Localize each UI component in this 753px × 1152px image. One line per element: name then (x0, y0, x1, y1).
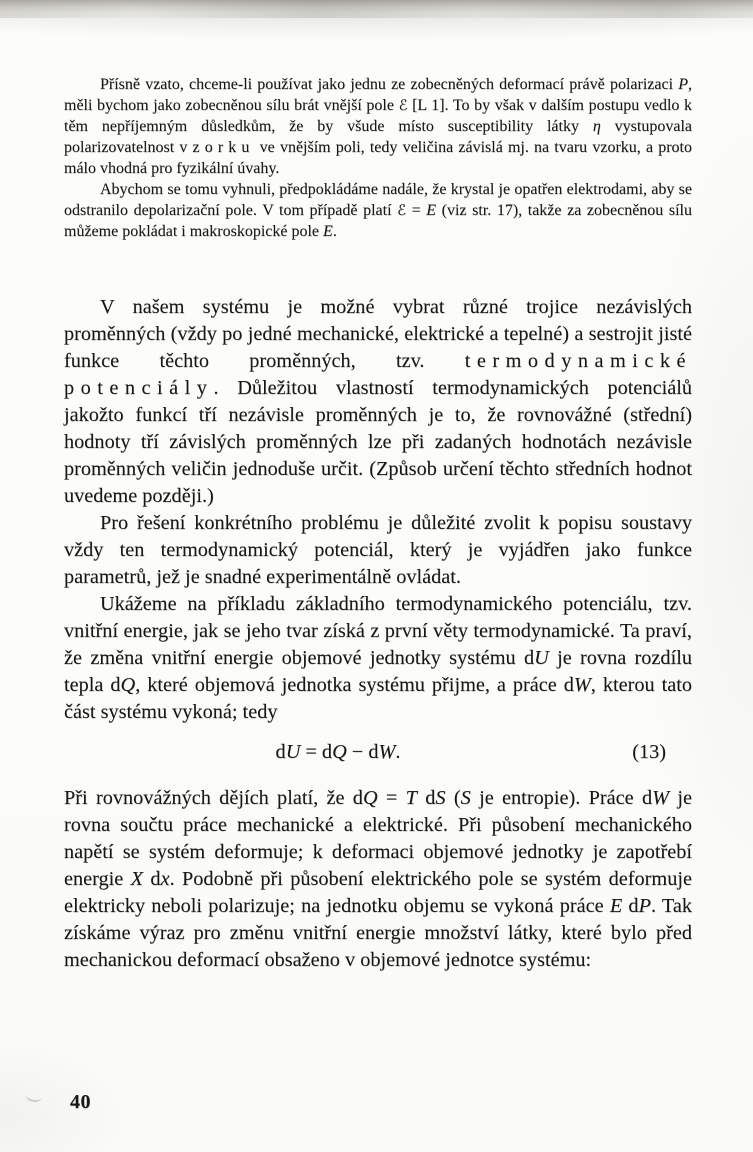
text-segment: U (534, 647, 549, 669)
paragraph-body-4 (64, 785, 692, 974)
text-segment: E (426, 202, 437, 219)
text-segment: Q (332, 741, 347, 763)
text-segment: . (395, 741, 401, 763)
equation-number: (13) (632, 741, 666, 763)
text-segment: Abychom se tomu vyhnuli, předpokládáme nadále, že krystal je opatřen elektrodami, aby se odstranilo depolarizační pole. V tom případě platí (64, 181, 692, 219)
text-segment: Ukážeme na příkladu základního termodynamického potenciálu, tzv. vnitřní energie, jak se jeho tvar získá z první věty termodynamické. Ta praví, že změna vnitřní energie objemové jednotky systému d (64, 593, 692, 669)
text-segment: . (332, 223, 337, 240)
paragraph-body-2 (64, 510, 692, 591)
text-segment: U (285, 741, 301, 763)
scan-smudge (25, 1089, 43, 1104)
text-segment: ℰ (397, 202, 407, 219)
text-segment: termodynamické potenciály (64, 350, 692, 399)
text-segment: d (275, 741, 286, 763)
equation-body (64, 739, 692, 766)
text-segment: Pro řešení konkrétního problému je důležité zvolit k popisu soustavy vždy ten termodynamický potenciál, který je vyjádřen jako funkce parametrů, jež je snadné experimentálně ovládat. (64, 512, 692, 588)
paragraph-intro-1 (64, 74, 692, 179)
text-segment: d (143, 868, 161, 890)
text-segment: S (460, 787, 471, 809)
text-segment: E (323, 223, 333, 240)
text-segment: vzorku (179, 139, 255, 156)
text-segment: x (160, 868, 170, 890)
text-segment: , kterou tato část systému vykoná; tedy (64, 674, 693, 723)
text-segment: = d (300, 741, 333, 763)
text-segment: vystupovala polarizovatelnost (64, 118, 692, 156)
text-segment: d (622, 895, 639, 917)
text-segment: W (573, 674, 591, 696)
paragraph-body-1 (64, 294, 692, 510)
text-segment: V našem systému je možné vybrat různé trojice nezávislých proměnných (vždy po jedné mechanické, elektrické a tepelné) a sestrojit jisté funkce těchto proměnných, tzv. (64, 296, 692, 372)
text-segment: E (609, 895, 623, 917)
text-column (64, 74, 692, 974)
text-segment: P (638, 895, 651, 917)
text-segment: [L 1]. To by však v dalším postupu vedlo k těm nepříjemným důsledkům, že by všude místo susceptibility látky (64, 97, 692, 135)
text-segment: T (405, 787, 417, 809)
text-segment: ℰ (398, 97, 408, 114)
text-segment: − d (346, 741, 379, 763)
paragraph-intro-2 (64, 179, 692, 242)
text-segment: . Podobně při působení elektrického pole se systém deformuje elektricky neboli polarizuje; na jednotku objemu se vykoná práce (64, 868, 692, 917)
text-segment: X (130, 868, 144, 890)
text-segment: Přísně vzato, chceme-li používat jako jednu ze zobecněných deformací právě polarizaci (100, 76, 679, 93)
text-segment: P (678, 76, 688, 93)
text-segment: W (378, 741, 396, 763)
text-segment: Q (362, 787, 378, 809)
text-segment: ve vnějším poli, tedy veličina závislá mj. na tvaru vzorku, a proto málo vhodná pro fyzikální úvahy. (64, 139, 693, 177)
text-segment: je entropie). Práce d (470, 787, 653, 809)
text-segment: , které objemová jednotka systému přijme, a práce d (135, 674, 574, 696)
text-segment: (viz str. 17), takže za zobecněnou sílu můžeme pokládat i makroskopické pole (64, 202, 693, 240)
text-segment: = (377, 787, 406, 809)
text-segment: d (416, 787, 436, 809)
text-segment: η (592, 118, 601, 135)
text-segment: . Tak získáme výraz pro změnu vnitřní energie množství látky, které bylo před mechanickou deformací obsaženo v objemové jednotce systému: (64, 895, 692, 971)
text-segment: W (652, 787, 670, 809)
text-segment: Q (120, 674, 136, 696)
page-number: 40 (70, 1091, 91, 1113)
text-segment: je rovna součtu práce mechanické a elektrické. Při působení mechanického napětí se systém deformuje; k deformaci objemové jednotky je zapotřebí energie (64, 787, 692, 890)
text-segment: . Důležitou vlastností termodynamických potenciálů jakožto funkcí tří nezávisle proměnných je to, že rovnovážné (střední) hodnoty tří závislých proměnných lze při zadaných hodnotách nezávisle proměnných veličin jednoduše určit. (Způsob určení těchto středních hodnot uvedeme později.) (64, 377, 692, 507)
text-segment: ( (445, 787, 461, 809)
text-segment: , měli bychom jako zobecněnou sílu brát vnější pole (64, 76, 692, 114)
text-segment: = (406, 202, 427, 219)
text-segment: S (435, 787, 446, 809)
equation-13 (64, 739, 692, 766)
paragraph-body-3 (64, 591, 692, 726)
text-segment: Při rovnovážných dějích platí, že d (64, 787, 363, 809)
scan-edge-shadow (0, 0, 753, 18)
text-segment: je rovna rozdílu tepla d (64, 647, 692, 696)
